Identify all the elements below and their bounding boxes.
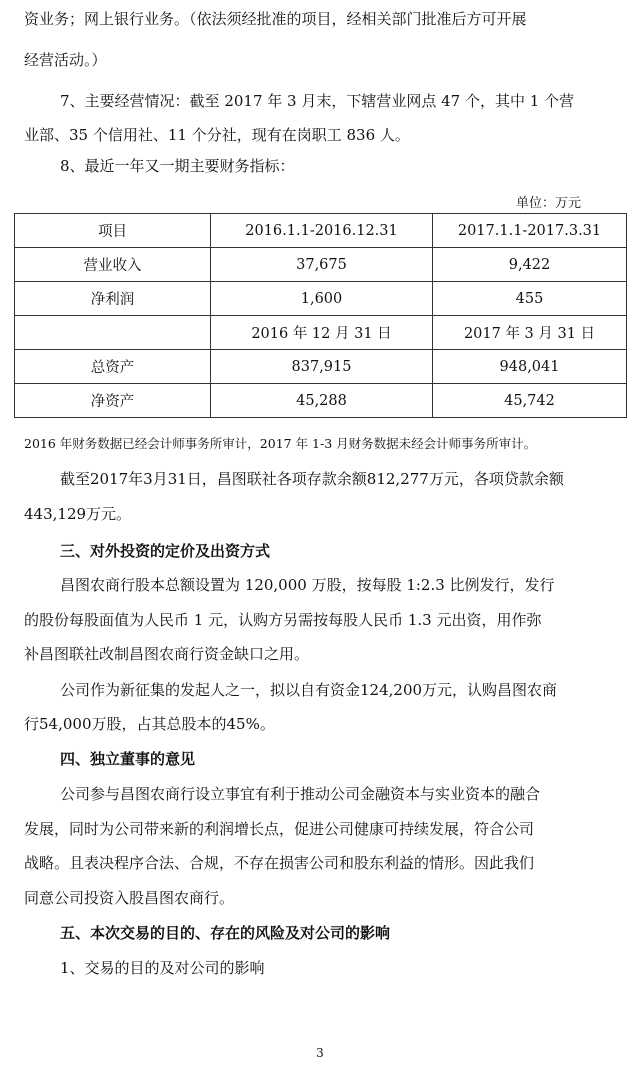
table-cell: 45,742 [433,384,627,418]
table-header-cell: 项目 [15,214,211,248]
table-cell: 37,675 [211,248,433,282]
text-line: 资业务；网上银行业务。（依法须经批准的项目，经相关部门批准后方可开展 [24,10,527,28]
table-header-row [15,214,627,248]
table-cell: 2017 年 3 月 31 日 [433,316,627,350]
text-line: 8、最近一年又一期主要财务指标： [60,157,295,175]
table-cell: 2016 年 12 月 31 日 [211,316,433,350]
text-line: 业部、35 个信用社、11 个分社，现有在岗职工 836 人。 [24,126,410,144]
table-subheader-row [15,316,627,350]
table-cell: 9,422 [433,248,627,282]
text-line: 经营活动。） [24,51,107,69]
section-heading: 四、独立董事的意见 [60,750,196,768]
table-row [15,384,627,418]
text-line: 截至2017年3月31日，昌图联社各项存款余额812,277万元，各项贷款余额 [60,470,564,488]
table-cell: 净利润 [15,282,211,316]
text-line: 战略。且表决程序合法、合规，不存在损害公司和股东利益的情形。因此我们 [24,854,535,872]
table-unit-label: 单位：万元 [516,196,582,211]
text-line: 补昌图联社改制昌图农商行资金缺口之用。 [24,645,310,663]
table-cell: 837,915 [211,350,433,384]
text-line: 昌图农商行股本总额设置为 120,000 万股，按每股 1:2.3 比例发行，发行 [60,576,555,594]
table-header-cell: 2017.1.1-2017.3.31 [433,214,627,248]
table-row [15,248,627,282]
text-line: 同意公司投资入股昌图农商行。 [24,889,235,907]
section-heading: 三、对外投资的定价及出资方式 [60,542,271,560]
text-line: 的股份每股面值为人民币 1 元，认购方另需按每股人民币 1.3 元出资，用作弥 [24,611,542,629]
table-cell: 净资产 [15,384,211,418]
table-note: 2016 年财务数据已经会计师事务所审计，2017 年 1-3 月财务数据未经会计师事务所审计。 [24,436,537,451]
text-line: 公司作为新征集的发起人之一，拟以自有资金124,200万元，认购昌图农商 [60,681,558,699]
text-line: 1、交易的目的及对公司的影响 [60,959,265,977]
table-cell: 45,288 [211,384,433,418]
section-heading: 五、本次交易的目的、存在的风险及对公司的影响 [60,924,391,942]
table-cell: 总资产 [15,350,211,384]
table-cell: 455 [433,282,627,316]
text-line: 发展，同时为公司带来新的利润增长点，促进公司健康可持续发展，符合公司 [24,820,535,838]
text-line: 443,129万元。 [24,505,132,523]
table-row [15,282,627,316]
text-line: 公司参与昌图农商行设立事宜有利于推动公司金融资本与实业资本的融合 [60,785,541,803]
text-line: 行54,000万股，占其总股本的45%。 [24,715,275,733]
table-cell: 营业收入 [15,248,211,282]
financial-indicators-table [14,213,627,418]
text-line: 7、主要经营情况：截至 2017 年 3 月末，下辖营业网点 47 个，其中 1 个营 [60,92,575,110]
table-cell [15,316,211,350]
table-header-cell: 2016.1.1-2016.12.31 [211,214,433,248]
table-cell: 948,041 [433,350,627,384]
page-number: 3 [316,1046,324,1060]
table-cell: 1,600 [211,282,433,316]
table-row [15,350,627,384]
